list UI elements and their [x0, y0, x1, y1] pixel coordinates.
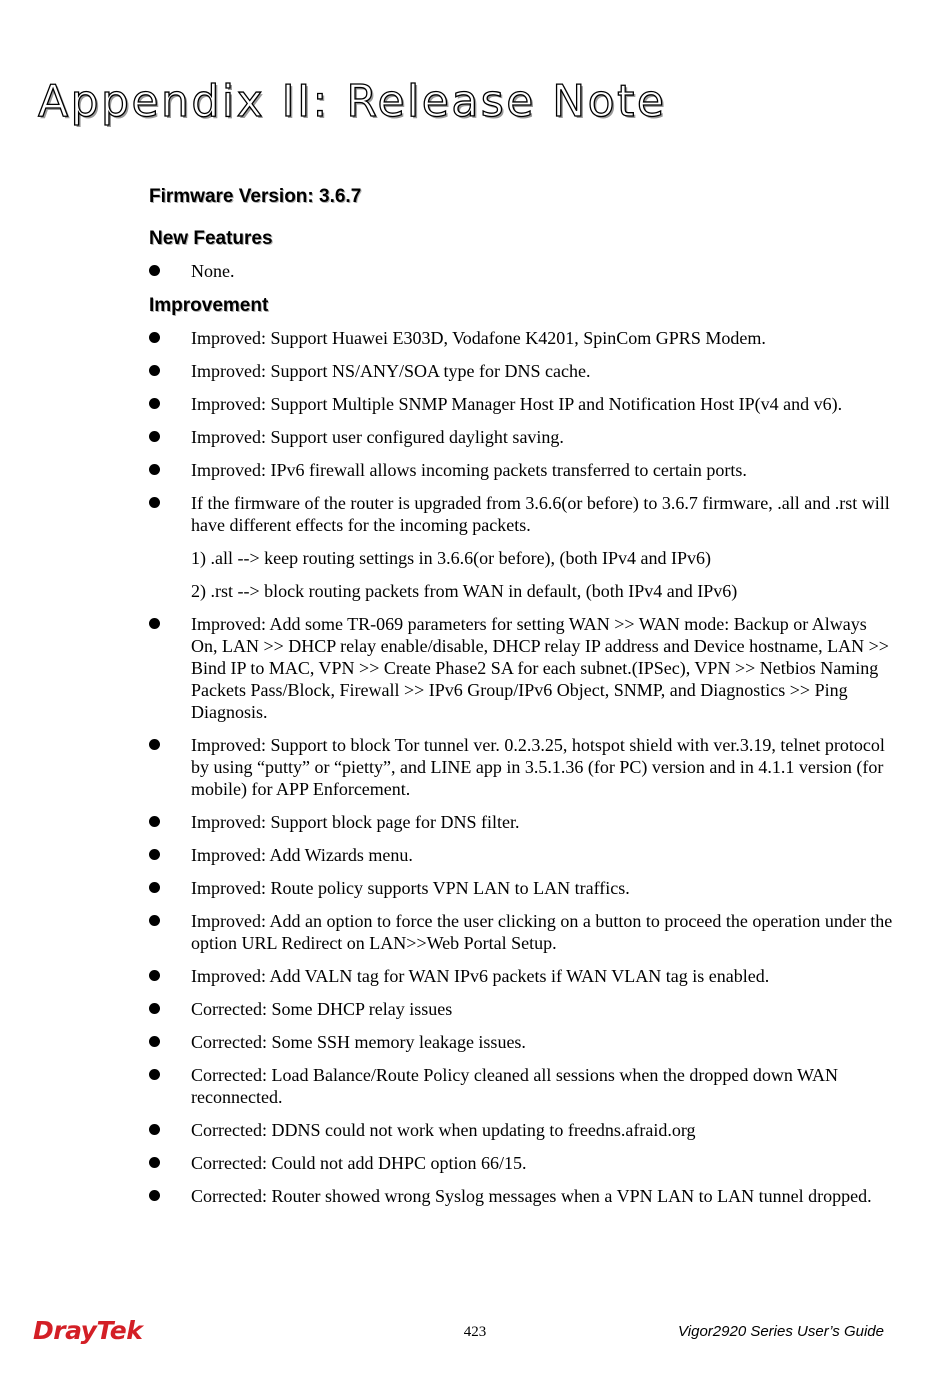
list-item: Corrected: Router showed wrong Syslog messages when a VPN LAN to LAN tunnel dropped.	[149, 1185, 894, 1207]
list-item: Improved: IPv6 firewall allows incoming packets transferred to certain ports.	[149, 459, 894, 481]
bullet-icon	[149, 849, 160, 860]
page-number: 423	[463, 1324, 487, 1340]
improvement-list	[149, 327, 894, 1207]
bullet-icon	[149, 332, 160, 343]
bullet-icon	[149, 1003, 160, 1014]
bullet-icon	[149, 1190, 160, 1201]
appendix-title: Appendix II: Release Note	[38, 76, 667, 127]
list-item: Improved: Support to block Tor tunnel ver. 0.2.3.25, hotspot shield with ver.3.19, telnet protocol by using “putty” or “pietty”, and LINE app in 3.5.1.36 (for PC) version and in 4.1.1 version (for mobile) for APP Enforcement.	[149, 734, 894, 800]
bullet-icon	[149, 365, 160, 376]
draytek-logo: DrayTek	[33, 1316, 143, 1345]
list-item: Improved: Route policy supports VPN LAN to LAN traffics.	[149, 877, 894, 899]
bullet-icon	[149, 1124, 160, 1135]
bullet-icon	[149, 1036, 160, 1047]
bullet-icon	[149, 398, 160, 409]
list-item: Corrected: Some SSH memory leakage issues.	[149, 1031, 894, 1053]
bullet-icon	[149, 739, 160, 750]
new-features-list	[149, 260, 894, 282]
list-item: Corrected: Some DHCP relay issues	[149, 998, 894, 1020]
bullet-icon	[149, 1069, 160, 1080]
list-item: Corrected: Load Balance/Route Policy cleaned all sessions when the dropped down WAN reconnected.	[149, 1064, 894, 1108]
sub-line-all: 1) .all --> keep routing settings in 3.6.6(or before), (both IPv4 and IPv6)	[191, 548, 712, 568]
list-item: Corrected: DDNS could not work when updating to freedns.afraid.org	[149, 1119, 894, 1141]
list-item: Improved: Support Huawei E303D, Vodafone K4201, SpinCom GPRS Modem.	[149, 327, 894, 349]
sub-line-rst: 2) .rst --> block routing packets from WAN in default, (both IPv4 and IPv6)	[191, 581, 738, 601]
bullet-icon	[149, 497, 160, 508]
bullet-icon	[149, 618, 160, 629]
bullet-icon	[149, 915, 160, 926]
list-item: Improved: Support NS/ANY/SOA type for DNS cache.	[149, 360, 894, 382]
list-item: Improved: Support block page for DNS filter.	[149, 811, 894, 833]
list-item: Improved: Add an option to force the user clicking on a button to proceed the operation under the option URL Redirect on LAN>>Web Portal Setup.	[149, 910, 894, 954]
bullet-icon	[149, 464, 160, 475]
bullet-icon	[149, 970, 160, 981]
guide-title: Vigor2920 Series User’s Guide	[678, 1323, 884, 1340]
bullet-icon	[149, 882, 160, 893]
list-item: None.	[149, 260, 894, 282]
bullet-icon	[149, 431, 160, 442]
list-item: Improved: Add some TR-069 parameters for setting WAN >> WAN mode: Backup or Always On, LAN >> DHCP relay enable/disable, DHCP relay IP address and Device hostname, LAN >> Bind IP to MAC, VPN >> Create Phase2 SA for each subnet.(IPSec), VPN >> Netbios Naming Packets Pass/Block, Firewall >> IPv6 Group/IPv6 Object, SNMP, and Diagnostics >> Ping Diagnosis.	[149, 613, 894, 723]
list-item: Improved: Add Wizards menu.	[149, 844, 894, 866]
list-item: Corrected: Could not add DHPC option 66/15.	[149, 1152, 894, 1174]
list-item: Improved: Support Multiple SNMP Manager Host IP and Notification Host IP(v4 and v6).	[149, 393, 894, 415]
list-item: Improved: Support user configured daylight saving.	[149, 426, 894, 448]
bullet-icon	[149, 265, 160, 276]
firmware-version-heading: Firmware Version: 3.6.7	[149, 186, 362, 207]
bullet-icon	[149, 1157, 160, 1168]
new-features-heading: New Features	[149, 228, 273, 249]
improvement-heading: Improvement	[149, 295, 269, 316]
list-item: Improved: Add VALN tag for WAN IPv6 packets if WAN VLAN tag is enabled.	[149, 965, 894, 987]
list-item: If the firmware of the router is upgraded from 3.6.6(or before) to 3.6.7 firmware, .all and .rst will have different effects for the incoming packets. 1) .all --> keep routing settings in 3.6.6(or before), (both IPv4 and IPv6) 2) .rst --> block routing packets from WAN in default, (both IPv4 and IPv6)	[149, 492, 894, 602]
bullet-icon	[149, 816, 160, 827]
release-note-content	[149, 180, 894, 1207]
